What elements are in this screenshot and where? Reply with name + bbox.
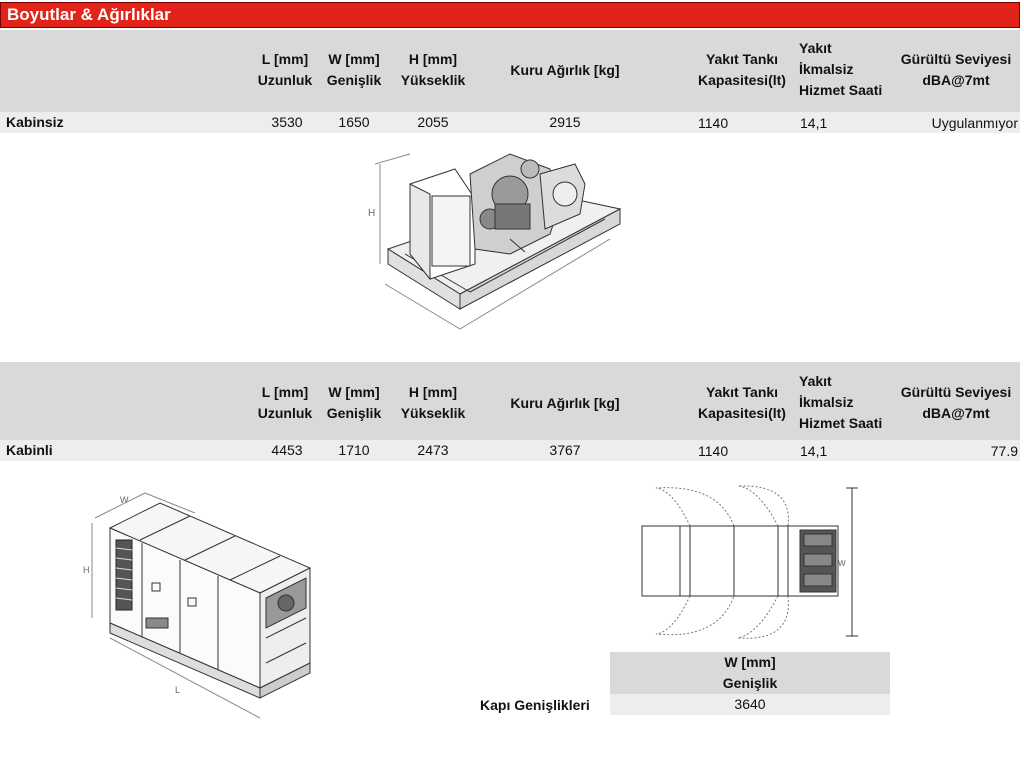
table-header-open [0,30,1020,112]
cell-length: 4453 [271,442,303,458]
col-width: W [mm] Genişlik [326,51,382,88]
cell-width: 1710 [338,442,370,458]
col-length: L [mm] Uzunluk [257,51,313,88]
length-letter: L [175,685,181,695]
col-width: W [mm] Genişlik [326,384,382,421]
canopy-genset-drawing [80,488,330,728]
door-opening-top-view [638,484,864,644]
col-noise: Gürültü Seviyesi dBA@7mt [900,51,1012,88]
width-letter: W [838,559,846,568]
cell-width: 1650 [338,114,370,130]
cell-service-hours: 14,1 [800,443,828,459]
col-noise: Gürültü Seviyesi dBA@7mt [900,384,1012,421]
width-letter: W [120,495,129,505]
row-open-set [0,112,1020,133]
door-width-value: 3640 [610,694,890,715]
cell-noise: 77.9 [990,443,1018,459]
col-service-hours: Yakıt İkmalsiz Hizmet Saati [799,373,883,431]
table-header-canopy [0,362,1020,444]
col-dry-weight: Kuru Ağırlık [kg] [510,395,620,411]
col-height: H [mm] Yükseklik [400,384,466,421]
col-height: H [mm] Yükseklik [400,51,466,88]
door-width-label: Kapı Genişlikleri [480,697,590,713]
open-genset-drawing [360,134,640,334]
col-fuel-tank: Yakıt Tankı Kapasitesi(lt) [698,384,786,421]
cell-dry-weight: 3767 [549,442,581,458]
col-length: L [mm] Uzunluk [257,384,313,421]
cell-dry-weight: 2915 [549,114,581,130]
cell-height: 2473 [417,442,449,458]
cell-noise: Uygulanmıyor [931,115,1018,131]
row-canopy-set [0,440,1020,461]
col-dry-weight: Kuru Ağırlık [kg] [510,62,620,78]
cell-service-hours: 14,1 [800,115,828,131]
row-label: Kabinsiz [6,114,64,130]
col-service-hours: Yakıt İkmalsiz Hizmet Saati [799,40,883,98]
door-width-header: W [mm] Genişlik [610,652,890,694]
row-label: Kabinli [6,442,53,458]
section-title: Boyutlar & Ağırlıklar [0,2,1020,28]
cell-height: 2055 [417,114,449,130]
height-letter: H [368,208,376,219]
col-fuel-tank: Yakıt Tankı Kapasitesi(lt) [698,51,786,88]
cell-fuel-tank: 1140 [698,443,729,459]
height-letter: H [83,565,90,575]
cell-fuel-tank: 1140 [698,115,729,131]
cell-length: 3530 [271,114,303,130]
